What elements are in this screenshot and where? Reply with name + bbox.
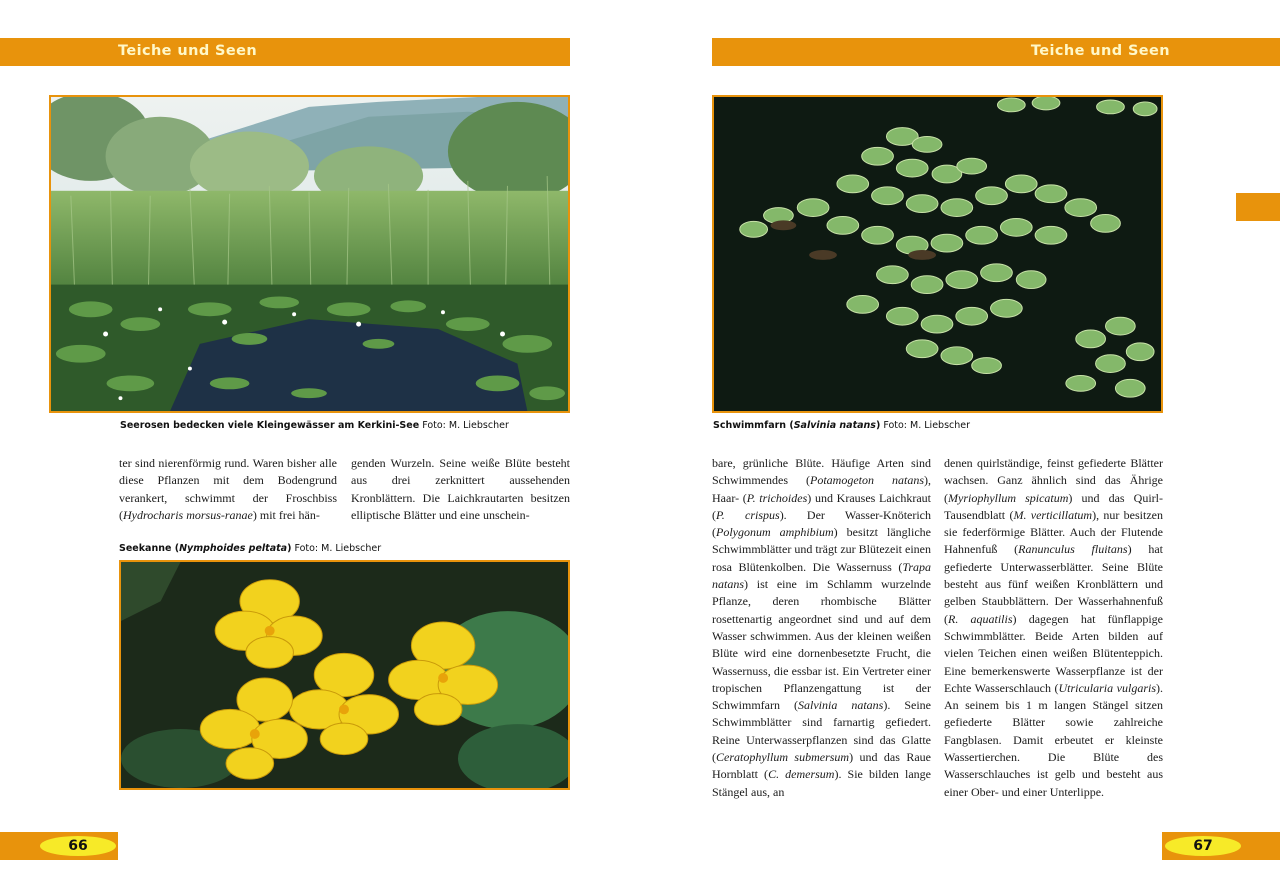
species-name: Ceratophyllum submersum [716, 750, 850, 765]
caption-water-lilies-credit: Foto: M. Liebscher [419, 420, 509, 431]
header-bar-left [0, 38, 570, 66]
paragraph [944, 455, 1163, 801]
species-name: Ranunculus fluitans [1018, 542, 1128, 557]
species-name: R. aquatilis [948, 611, 1013, 626]
text-run: ), Haar- ( [712, 473, 931, 505]
caption-salvinia-part2: ) [875, 420, 881, 431]
text-run: ) und das Quirl-Tausendblatt ( [944, 490, 1163, 522]
species-name: Potamogeton natans [810, 473, 924, 488]
caption-seekanne-species: Nymphoides peltata [179, 543, 288, 554]
text-column-left-1 [119, 455, 337, 524]
caption-water-lilies [120, 420, 509, 432]
text-run: bare, grünliche Blüte. Häufige Arten sind Schwimmendes ( [712, 456, 931, 488]
text-run: ) hat gefiederte Unterwasserblätter. Seine Blüte besteht aus fünf weißen Kronblättern und gelben Staubblättern. Der Wasserhahnenfuß ( [944, 542, 1164, 626]
footer-bar-right [1162, 832, 1280, 860]
text-run: ). An seinem bis 1 m langen Stängel sitzen gefiederte Blätter sowie zahlreiche Fangblasen. Damit erbeutet er kleinste Wassertierchen. Die Blüte des Wasserschlauches ist gelb und besteht aus einer Ober- und einer Unterlippe. [944, 680, 1163, 799]
text-run: ) ist eine im Schlamm wurzelnde Pflanze, deren rhombische Blätter rosettenartig angeordnet sind und auf dem Wasser schwimmen. Aus der kleinen weißen Blüte wird eine dornenbesetzte Frucht, die Wassernuss, die essbar ist. Ein Vertreter einer tropischen Pflanzengattung ist der Schwimmfarn ( [712, 577, 931, 713]
species-name: Hydrocharis morsus-ranae [123, 507, 253, 522]
caption-water-lilies-title: Seerosen bedecken viele Kleingewässer am Kerkini-See [120, 420, 420, 431]
photo-salvinia [712, 95, 1163, 413]
text-run: ) mit frei hän- [252, 507, 320, 522]
species-name: Myriophyllum spicatum [948, 490, 1069, 505]
text-run: ), nur besitzen sie federförmige Blätter. Auch der Flutende Hahnenfuß ( [944, 507, 1163, 557]
caption-salvinia-title [713, 420, 880, 431]
text-run: ). Sie bilden lange Stängel aus, an [712, 767, 931, 799]
chapter-tab-marker [1236, 193, 1280, 221]
text-run: ) und das Raue Hornblatt ( [712, 750, 931, 782]
text-column-right-1 [712, 455, 931, 801]
photo-seekanne [119, 560, 570, 790]
running-head-right: Teiche und Seen [1030, 43, 1170, 59]
seekanne-illustration [121, 562, 568, 788]
header-bar-right [712, 38, 1280, 66]
species-name: P. trichoides [746, 490, 808, 505]
caption-seekanne-title [119, 543, 291, 554]
caption-salvinia-part1: Schwimmfarn ( [713, 420, 794, 431]
species-name: Salvinia natans [798, 698, 884, 713]
caption-seekanne [119, 543, 381, 555]
footer-bar-left [0, 832, 118, 860]
running-head-left: Teiche und Seen [118, 43, 258, 59]
photo-water-lilies [49, 95, 570, 413]
text-column-left-2 [351, 455, 570, 524]
text-run: ) besitzt längliche Schwimmblätter und trägt zur Blütezeit einen rosa Blütenkolben. Die Wassernuss ( [712, 525, 931, 574]
caption-salvinia-species: Salvinia natans [793, 420, 876, 431]
species-name: Utricularia vulgaris [1058, 680, 1156, 695]
text-run: denen quirlständige, feinst gefiederte Blätter wachsen. Ganz ähnlich sind das Ährige ( [944, 456, 1163, 505]
caption-seekanne-part1: Seekanne ( [119, 543, 180, 554]
text-run: genden Wurzeln. Seine weiße Blüte besteht aus drei zerknittert aussehenden Kronblättern. Die Laichkrautarten besitzen elliptische Blätter und eine unschein- [351, 456, 570, 522]
paragraph [351, 455, 570, 524]
water-lilies-illustration [51, 97, 568, 411]
species-name: Trapa natans [712, 559, 931, 592]
text-run: ) und Krauses Laichkraut ( [712, 490, 931, 522]
species-name: P. crispus [716, 507, 780, 522]
text-run: ) dagegen hat fünflappige Schwimmblätter. Beide Arten bilden auf vielen Teichen einen weißen Blütenteppich. Eine bemerkenswerte Wasserpflanze ist der Echte Wasserschlauch ( [944, 611, 1163, 695]
page-number-left: 66 [40, 836, 116, 856]
paragraph [119, 455, 337, 524]
species-name: C. demersum [768, 767, 835, 782]
text-run: ). Seine Schwimmblätter sind farnartig gefiedert. Reine Unterwasserpflanzen sind das Glatte ( [712, 698, 932, 765]
page-number-right: 67 [1165, 836, 1241, 856]
salvinia-illustration [714, 97, 1161, 411]
text-run: ). Der Wasser-Knöterich ( [712, 507, 932, 540]
species-name: Polygonum amphibium [716, 525, 834, 540]
caption-seekanne-part2: ) [287, 543, 292, 554]
caption-salvinia [713, 420, 970, 432]
caption-seekanne-credit: Foto: M. Liebscher [291, 543, 382, 554]
species-name: M. verticillatum [1013, 507, 1093, 522]
caption-salvinia-credit: Foto: M. Liebscher [880, 420, 971, 431]
paragraph [712, 455, 931, 801]
text-run: ter sind nierenförmig rund. Waren bisher alle diese Pflanzen mit dem Bodengrund verankert, schwimmt der Froschbiss ( [119, 456, 337, 522]
text-column-right-2 [944, 455, 1163, 801]
